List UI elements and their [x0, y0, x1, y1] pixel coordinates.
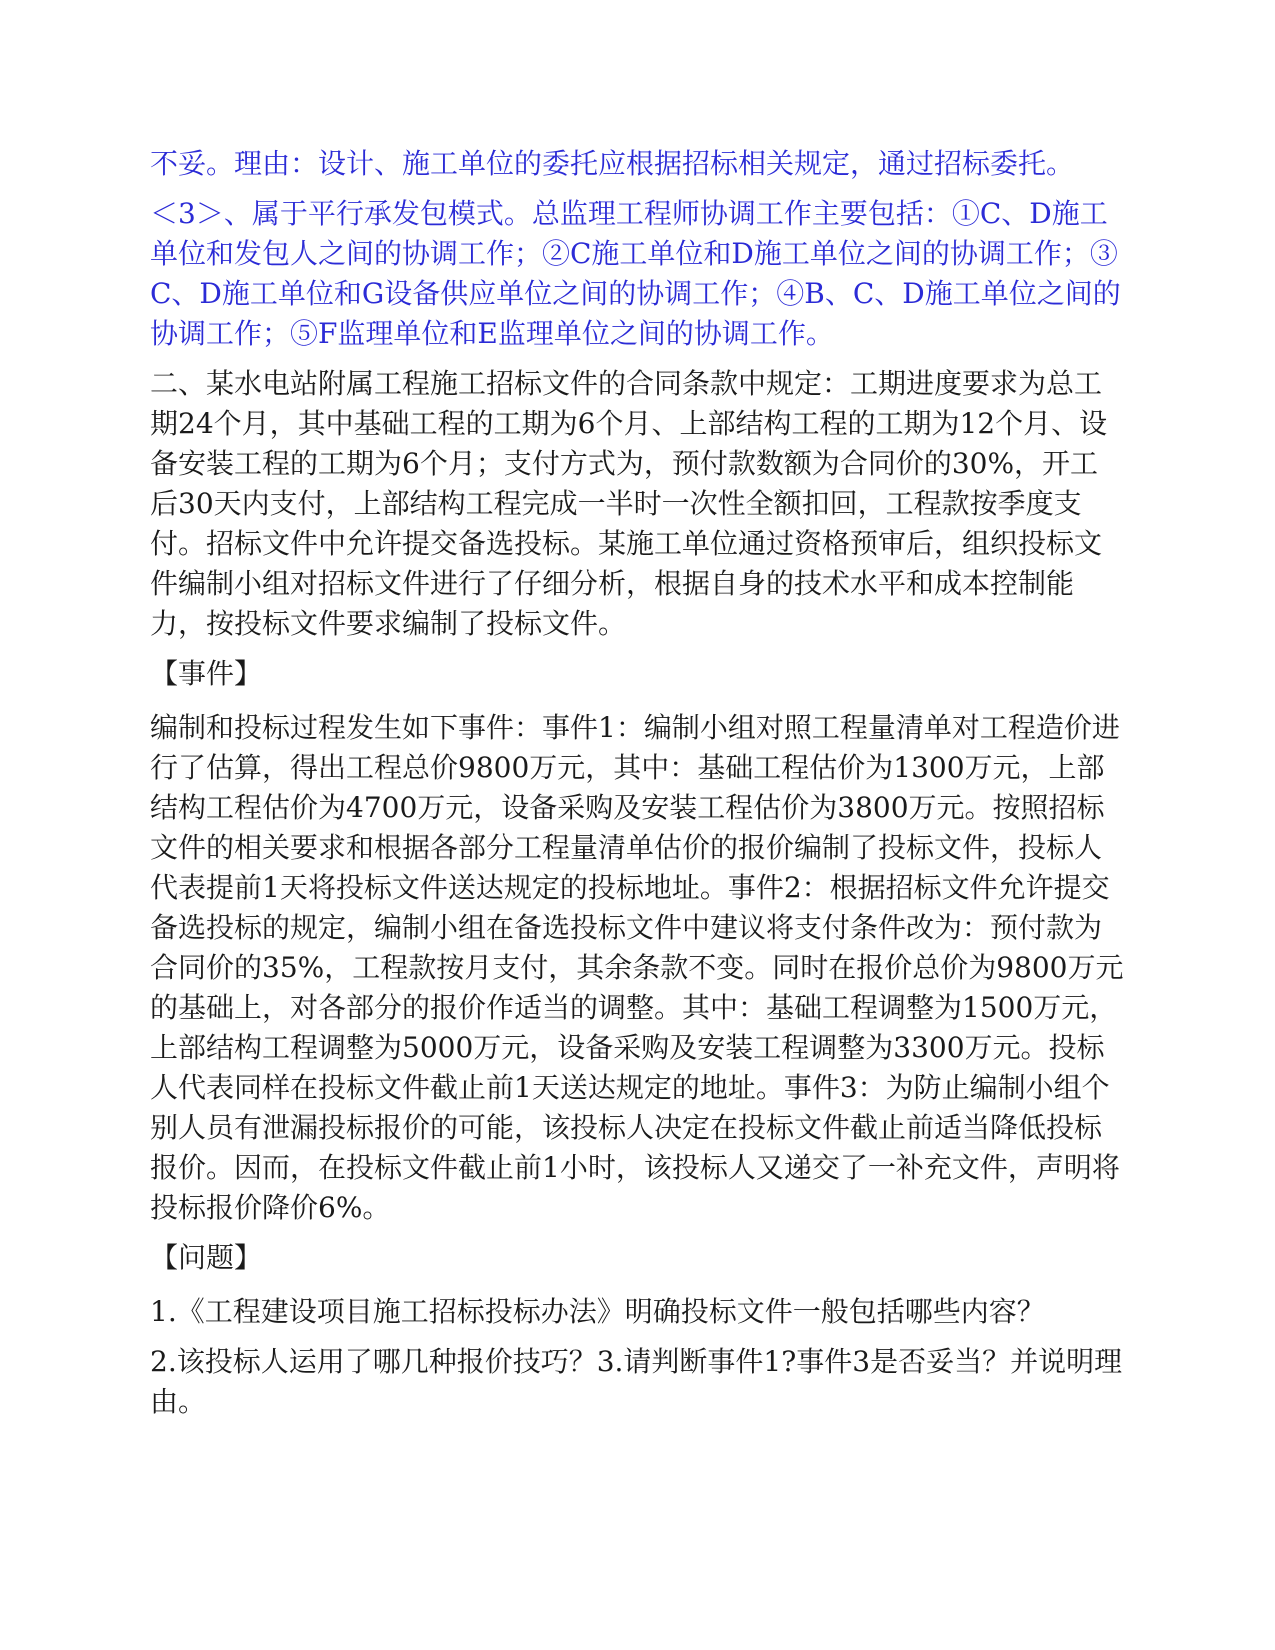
question-2-3: 2.该投标人运用了哪几种报价技巧？3.请判断事件1?事件3是否妥当？并说明理由。 [150, 1345, 1123, 1418]
case-intro-paragraph: 二、某水电站附属工程施工招标文件的合同条款中规定：工期进度要求为总工期24个月，其中基础工程的工期为6个月、上部结构工程的工期为12个月、设备安装工程的工期为6个月；支付方式为，预付款数额为合同价的30%，开工后30天内支付，上部结构工程完成一半时一次性全额扣回，工程款按季度支付。招标文件中允许提交备选投标。某施工单位通过资格预审后，组织投标文件编制小组对招标文件进行了仔细分析，根据自身的技术水平和成本控制能力，按投标文件要求编制了投标文件。 [150, 367, 1108, 640]
events-heading: 【事件】 [150, 657, 263, 690]
events-paragraph: 编制和投标过程发生如下事件：事件1：编制小组对照工程量清单对工程造价进行了估算，得出工程总价9800万元，其中：基础工程估价为1300万元，上部结构工程估价为4700万元，设备采购及安装工程估价为3800万元。按照招标文件的相关要求和根据各部分工程量清单估价的报价编制了投标文件，投标人代表提前1天将投标文件送达规定的投标地址。事件2：根据招标文件允许提交备选投标的规定，编制小组在备选投标文件中建议将支付条件改为：预付款为合同价的35%，工程款按月支付，其余条款不变。同时在报价总价为9800万元的基础上，对各部分的报价作适当的调整。其中：基础工程调整为1500万元，上部结构工程调整为5000万元，设备采购及安装工程调整为3300万元。投标人代表同样在投标文件截止前1天送达规定的地址。事件3：为防止编制小组个别人员有泄漏投标报价的可能，该投标人决定在投标文件截止前适当降低投标报价。因而，在投标文件截止前1小时，该投标人又递交了一补充文件，声明将投标报价降价6%。 [150, 711, 1124, 1224]
document-body [150, 144, 1125, 1432]
answer-paragraph-1: 不妥。理由：设计、施工单位的委托应根据招标相关规定，通过招标委托。 [150, 147, 1075, 180]
answer-paragraph-2: ＜3＞、属于平行承发包模式。总监理工程师协调工作主要包括：①C、D施工单位和发包人之间的协调工作；②C施工单位和D施工单位之间的协调工作；③C、D施工单位和G设备供应单位之间的协调工作；④B、C、D施工单位之间的协调工作；⑤F监理单位和E监理单位之间的协调工作。 [150, 197, 1121, 350]
question-1: 1.《工程建设项目施工招标投标办法》明确投标文件一般包括哪些内容？ [150, 1295, 1045, 1328]
questions-heading: 【问题】 [150, 1241, 263, 1274]
